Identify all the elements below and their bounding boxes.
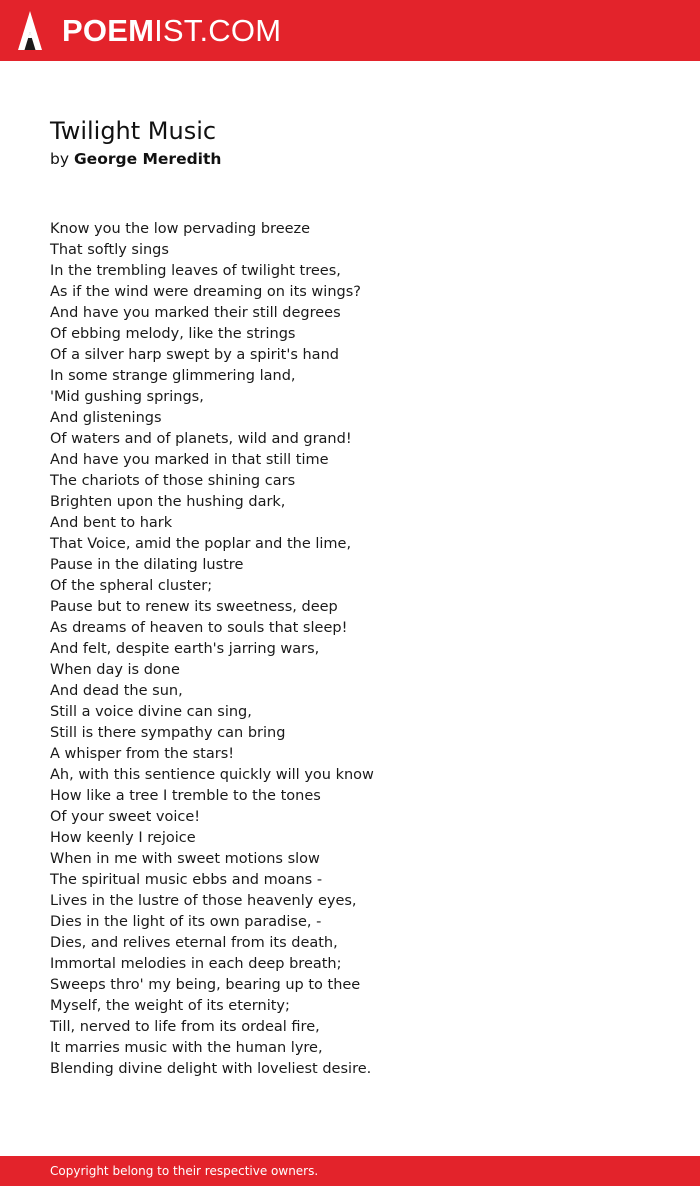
poem-author: George Meredith [73, 150, 222, 168]
poem-line: Know you the low pervading breeze [50, 221, 311, 237]
poem-byline [50, 148, 221, 170]
poem-line: The chariots of those shining cars [50, 473, 296, 489]
poem-line: Blending divine delight with loveliest desire. [50, 1061, 372, 1077]
poem-line: And bent to hark [50, 515, 173, 531]
logo-bold-text: POEM [62, 13, 155, 48]
poem-line: Ah, with this sentience quickly will you know [50, 767, 374, 783]
poem-line: How like a tree I tremble to the tones [50, 788, 321, 804]
poem-line: Lives in the lustre of those heavenly eyes, [50, 893, 357, 909]
poem-line: In the trembling leaves of twilight trees, [50, 263, 341, 279]
pen-nib-icon[interactable] [17, 10, 43, 51]
poem-line: How keenly I rejoice [50, 830, 196, 846]
poem-line: And felt, despite earth's jarring wars, [50, 641, 320, 657]
poem-line: And dead the sun, [50, 683, 183, 699]
poem-line: Still a voice divine can sing, [50, 704, 252, 720]
poem-line: As if the wind were dreaming on its wings? [50, 284, 361, 300]
poem-line: Still is there sympathy can bring [50, 725, 286, 741]
poem-line: Of a silver harp swept by a spirit's hand [50, 347, 339, 363]
poem-line: 'Mid gushing springs, [50, 389, 204, 405]
poem-line: That softly sings [50, 242, 169, 258]
poem-title: Twilight Music [50, 117, 217, 145]
poem-line: Till, nerved to life from its ordeal fire, [50, 1019, 320, 1035]
by-label: by [50, 150, 70, 168]
poem-line: In some strange glimmering land, [50, 368, 296, 384]
poem-line: When day is done [50, 662, 180, 678]
poem-line: And have you marked their still degrees [50, 305, 341, 321]
poem-line: And have you marked in that still time [50, 452, 329, 468]
poem-line: And glistenings [50, 410, 162, 426]
poem-line: Brighten upon the hushing dark, [50, 494, 286, 510]
copyright-text: Copyright belong to their respective owners. [50, 1164, 319, 1178]
site-footer [0, 1156, 700, 1186]
poem-line: When in me with sweet motions slow [50, 851, 320, 867]
poem-line: Pause but to renew its sweetness, deep [50, 599, 338, 615]
poem-line: Pause in the dilating lustre [50, 557, 244, 573]
poem-line: Dies in the light of its own paradise, - [50, 914, 322, 930]
poem-line: Dies, and relives eternal from its death, [50, 935, 338, 951]
poem-line: A whisper from the stars! [50, 746, 235, 762]
poem-body [50, 219, 650, 1080]
poem-line: Of your sweet voice! [50, 809, 201, 825]
poem-line: It marries music with the human lyre, [50, 1040, 323, 1056]
poem-line: Of the spheral cluster; [50, 578, 213, 594]
site-logo[interactable] [62, 11, 281, 51]
poem-line: Sweeps thro' my being, bearing up to thee [50, 977, 361, 993]
poem-line: That Voice, amid the poplar and the lime, [50, 536, 352, 552]
poem-line: Myself, the weight of its eternity; [50, 998, 290, 1014]
logo-light-text: IST.COM [154, 13, 282, 48]
poem-line: Of waters and of planets, wild and grand! [50, 431, 352, 447]
poem-line: As dreams of heaven to souls that sleep! [50, 620, 348, 636]
poem-line: The spiritual music ebbs and moans - [50, 872, 323, 888]
poem-line: Of ebbing melody, like the strings [50, 326, 296, 342]
poem-line: Immortal melodies in each deep breath; [50, 956, 342, 972]
site-header [0, 0, 700, 61]
